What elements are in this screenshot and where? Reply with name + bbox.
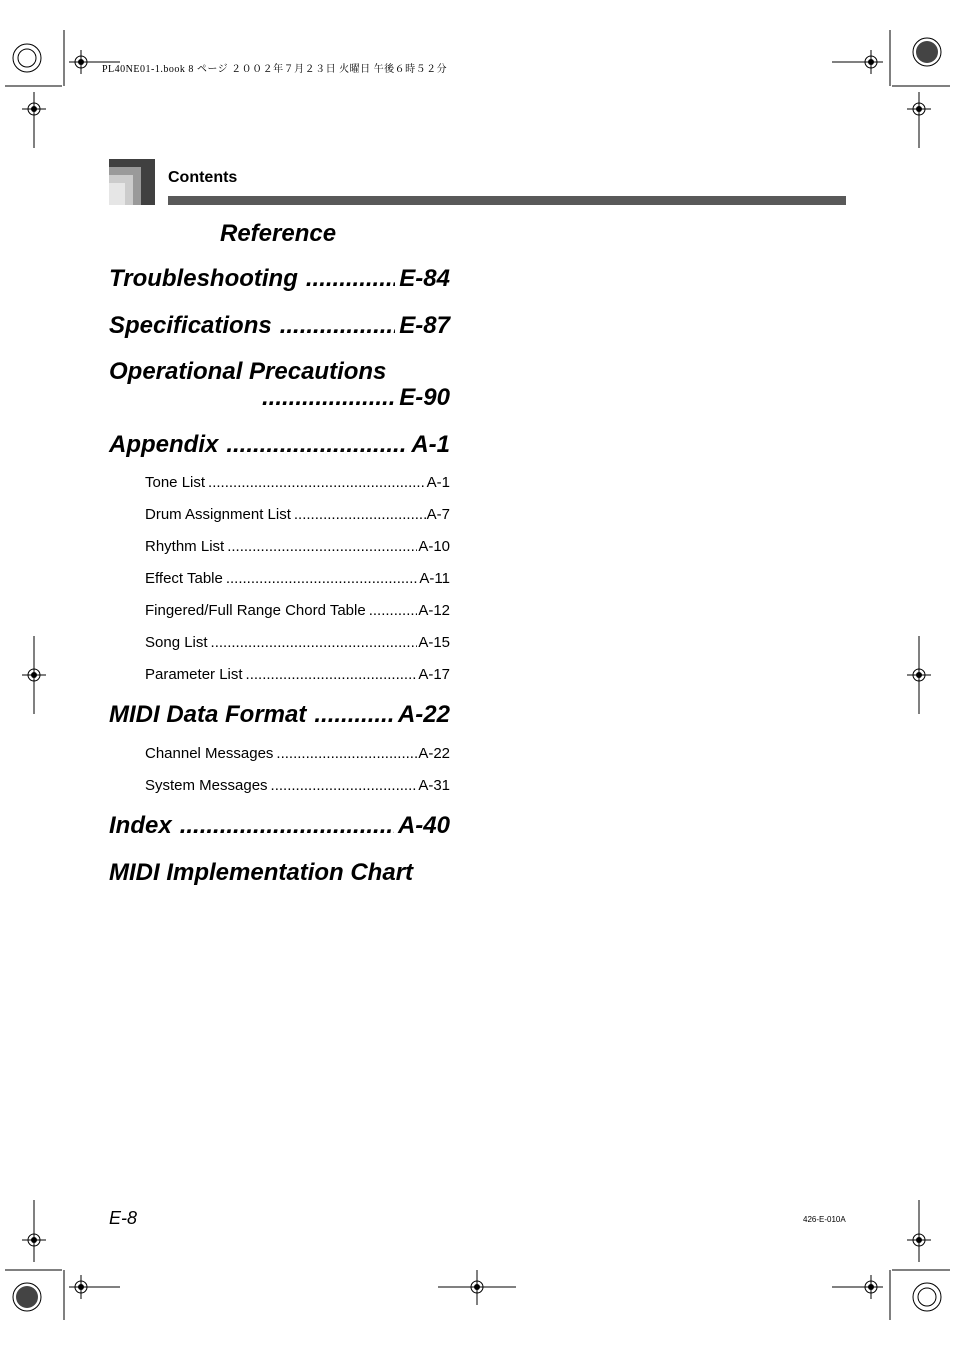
toc-entry-midi-data-format[interactable]: MIDI Data Format ..... A-22 xyxy=(109,701,450,729)
toc-subentry[interactable]: Tone List ..... A-1 xyxy=(145,474,450,491)
toc-subentry[interactable]: Effect Table ..... A-11 xyxy=(145,570,450,587)
toc-entry-precautions[interactable]: Operational Precautions xyxy=(109,358,387,385)
toc-entry-appendix[interactable]: Appendix ..... A-1 xyxy=(109,431,450,459)
header-rule xyxy=(168,196,846,205)
page-title: Contents xyxy=(168,169,238,186)
toc-subentry[interactable]: Parameter List ..... A-17 xyxy=(145,666,450,683)
toc-subentry[interactable]: Song List ..... A-15 xyxy=(145,634,450,651)
toc-subentry[interactable]: System Messages ..... A-31 xyxy=(145,777,450,794)
toc-entry-midi-implementation-chart[interactable]: MIDI Implementation Chart xyxy=(109,859,414,886)
toc-subentry[interactable]: Fingered/Full Range Chord Table ..... A-12 xyxy=(145,602,450,619)
toc-subentry[interactable]: Rhythm List ..... A-10 xyxy=(145,538,450,555)
section-heading: Reference xyxy=(220,220,337,247)
toc-subentry[interactable]: Drum Assignment List ..... A-7 xyxy=(145,506,450,523)
toc-entry-precautions-page[interactable]: ..... E-90 xyxy=(262,384,450,412)
page-number: E-8 xyxy=(109,1208,138,1228)
print-header: PL40NE01-1.book 8 ページ ２００２年７月２３日 火曜日 午後６時５２分 xyxy=(102,64,448,75)
document-code: 426-E-010A xyxy=(803,1215,846,1224)
toc-entry-index[interactable]: Index ..... A-40 xyxy=(109,812,450,840)
toc-subentry[interactable]: Channel Messages ..... A-22 xyxy=(145,745,450,762)
contents-graphic xyxy=(109,159,155,205)
toc-entry-specifications[interactable]: Specifications ..... E-87 xyxy=(109,312,450,340)
toc-entry-troubleshooting[interactable]: Troubleshooting ..... E-84 xyxy=(109,265,450,293)
